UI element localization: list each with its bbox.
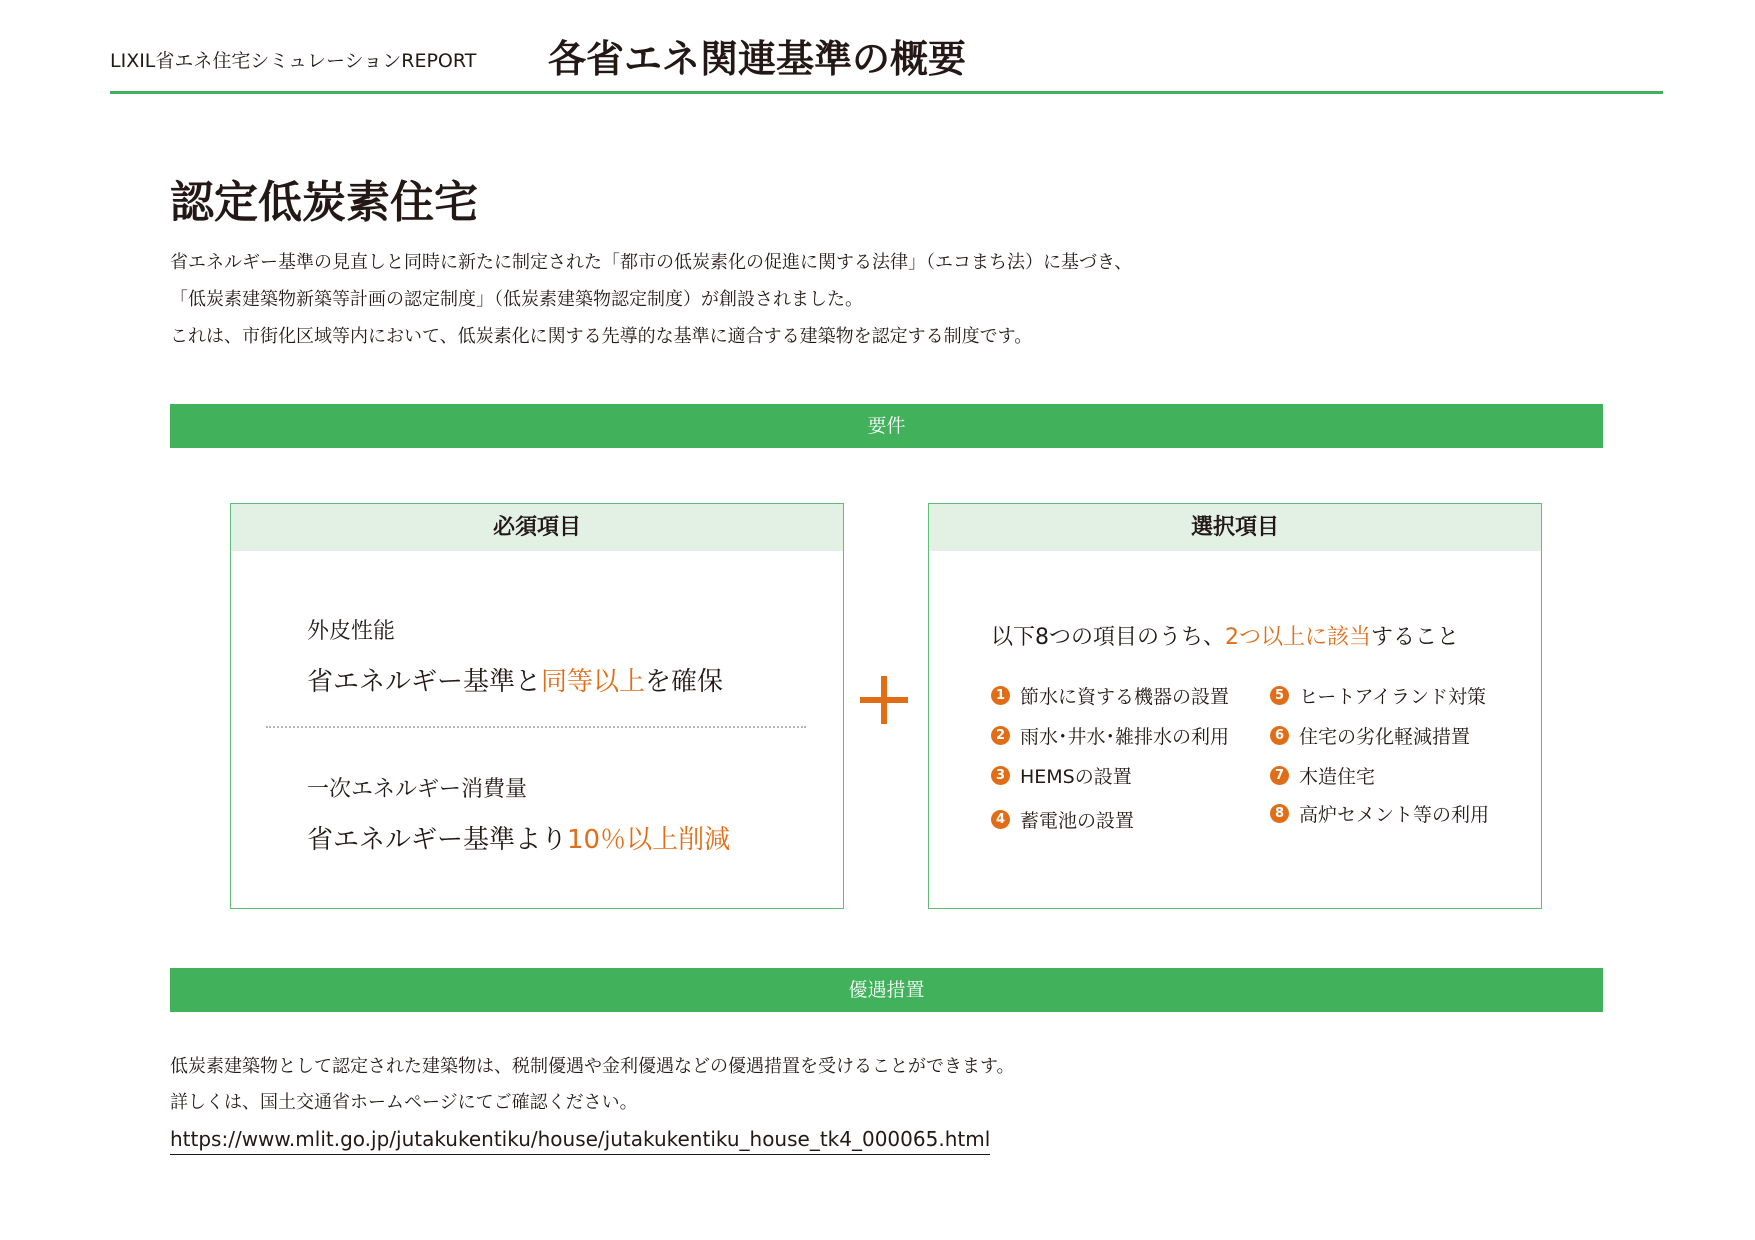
section-title: 認定低炭素住宅 (170, 177, 478, 228)
document-label: LIXIL省エネ住宅シミュレーションREPORT (110, 50, 477, 72)
number-badge-icon: 3 (991, 766, 1010, 785)
dotted-divider (266, 726, 806, 728)
optional-item-label: HEMSの設置 (1020, 766, 1132, 788)
intro-highlight: 2つ以上に該当 (1225, 625, 1371, 650)
primary-energy-criterion (307, 772, 730, 856)
criterion-text-start: 省エネルギー基準と (307, 667, 542, 697)
intro-text-start: 以下8つの項目のうち、 (991, 625, 1225, 650)
number-badge-icon: 6 (1270, 726, 1289, 745)
number-badge-icon: 1 (991, 686, 1010, 705)
optional-item-label: 雨水･井水･雑排水の利用 (1020, 726, 1230, 748)
number-badge-icon: 4 (991, 810, 1010, 829)
intro-paragraph (170, 244, 1590, 355)
mlit-link[interactable]: https://www.mlit.go.jp/jutakukentiku/house/jutakukentiku_house_tk4_000065.html (170, 1124, 990, 1155)
header-divider (110, 91, 1663, 94)
optional-item (991, 682, 1229, 709)
criterion-text-start: 省エネルギー基準より (307, 825, 568, 855)
number-badge-icon: 7 (1270, 766, 1289, 785)
optional-item-label: 節水に資する機器の設置 (1020, 686, 1230, 708)
criterion-text (307, 661, 723, 698)
optional-item (1270, 682, 1486, 709)
optional-item-label: 高炉セメント等の利用 (1299, 804, 1490, 826)
benefits-bar: 優遇措置 (170, 968, 1603, 1012)
criterion-highlight: 同等以上 (541, 667, 646, 697)
optional-items-title: 選択項目 (929, 504, 1541, 551)
requirements-bar: 要件 (170, 404, 1603, 448)
envelope-performance-criterion (307, 614, 723, 698)
intro-line: これは、市街化区域等内において、低炭素化に関する先導的な基準に適合する建築物を認定する制度です。 (170, 326, 1033, 347)
optional-items-intro (991, 620, 1459, 651)
mandatory-items-title: 必須項目 (231, 504, 843, 551)
optional-item (991, 806, 1134, 833)
number-badge-icon: 8 (1270, 804, 1289, 823)
mandatory-items-box (230, 503, 844, 909)
optional-item (991, 722, 1229, 749)
optional-items-box (928, 503, 1542, 909)
number-badge-icon: 2 (991, 726, 1010, 745)
optional-item (1270, 762, 1375, 789)
optional-item (1270, 722, 1470, 749)
optional-item-label: 住宅の劣化軽減措置 (1299, 726, 1471, 748)
benefits-line: 低炭素建築物として認定された建築物は、税制優遇や金利優遇などの優遇措置を受けることができます。 (170, 1056, 1015, 1077)
optional-item (1270, 800, 1489, 827)
intro-line: 「低炭素建築物新築等計画の認定制度」（低炭素建築物認定制度）が創設されました。 (170, 289, 863, 310)
benefits-text (170, 1049, 1015, 1155)
criterion-label: 外皮性能 (307, 619, 396, 644)
optional-item-label: ヒートアイランド対策 (1299, 686, 1486, 708)
optional-item-label: 蓄電池の設置 (1020, 810, 1135, 832)
criterion-text-end: を確保 (645, 667, 724, 697)
number-badge-icon: 5 (1270, 686, 1289, 705)
criterion-highlight: 10％以上削減 (567, 825, 731, 855)
intro-text-end: すること (1371, 625, 1460, 650)
benefits-line: 詳しくは、国土交通省ホームページにてご確認ください。 (170, 1092, 638, 1113)
criterion-text (307, 819, 730, 856)
page-title: 各省エネ関連基準の概要 (548, 37, 967, 81)
optional-item-label: 木造住宅 (1299, 766, 1376, 788)
criterion-label: 一次エネルギー消費量 (307, 777, 528, 802)
intro-line: 省エネルギー基準の見直しと同時に新たに制定された「都市の低炭素化の促進に関する法律」（エコまち法）に基づき、 (170, 252, 1133, 273)
plus-icon (860, 674, 912, 726)
optional-item (991, 762, 1132, 789)
